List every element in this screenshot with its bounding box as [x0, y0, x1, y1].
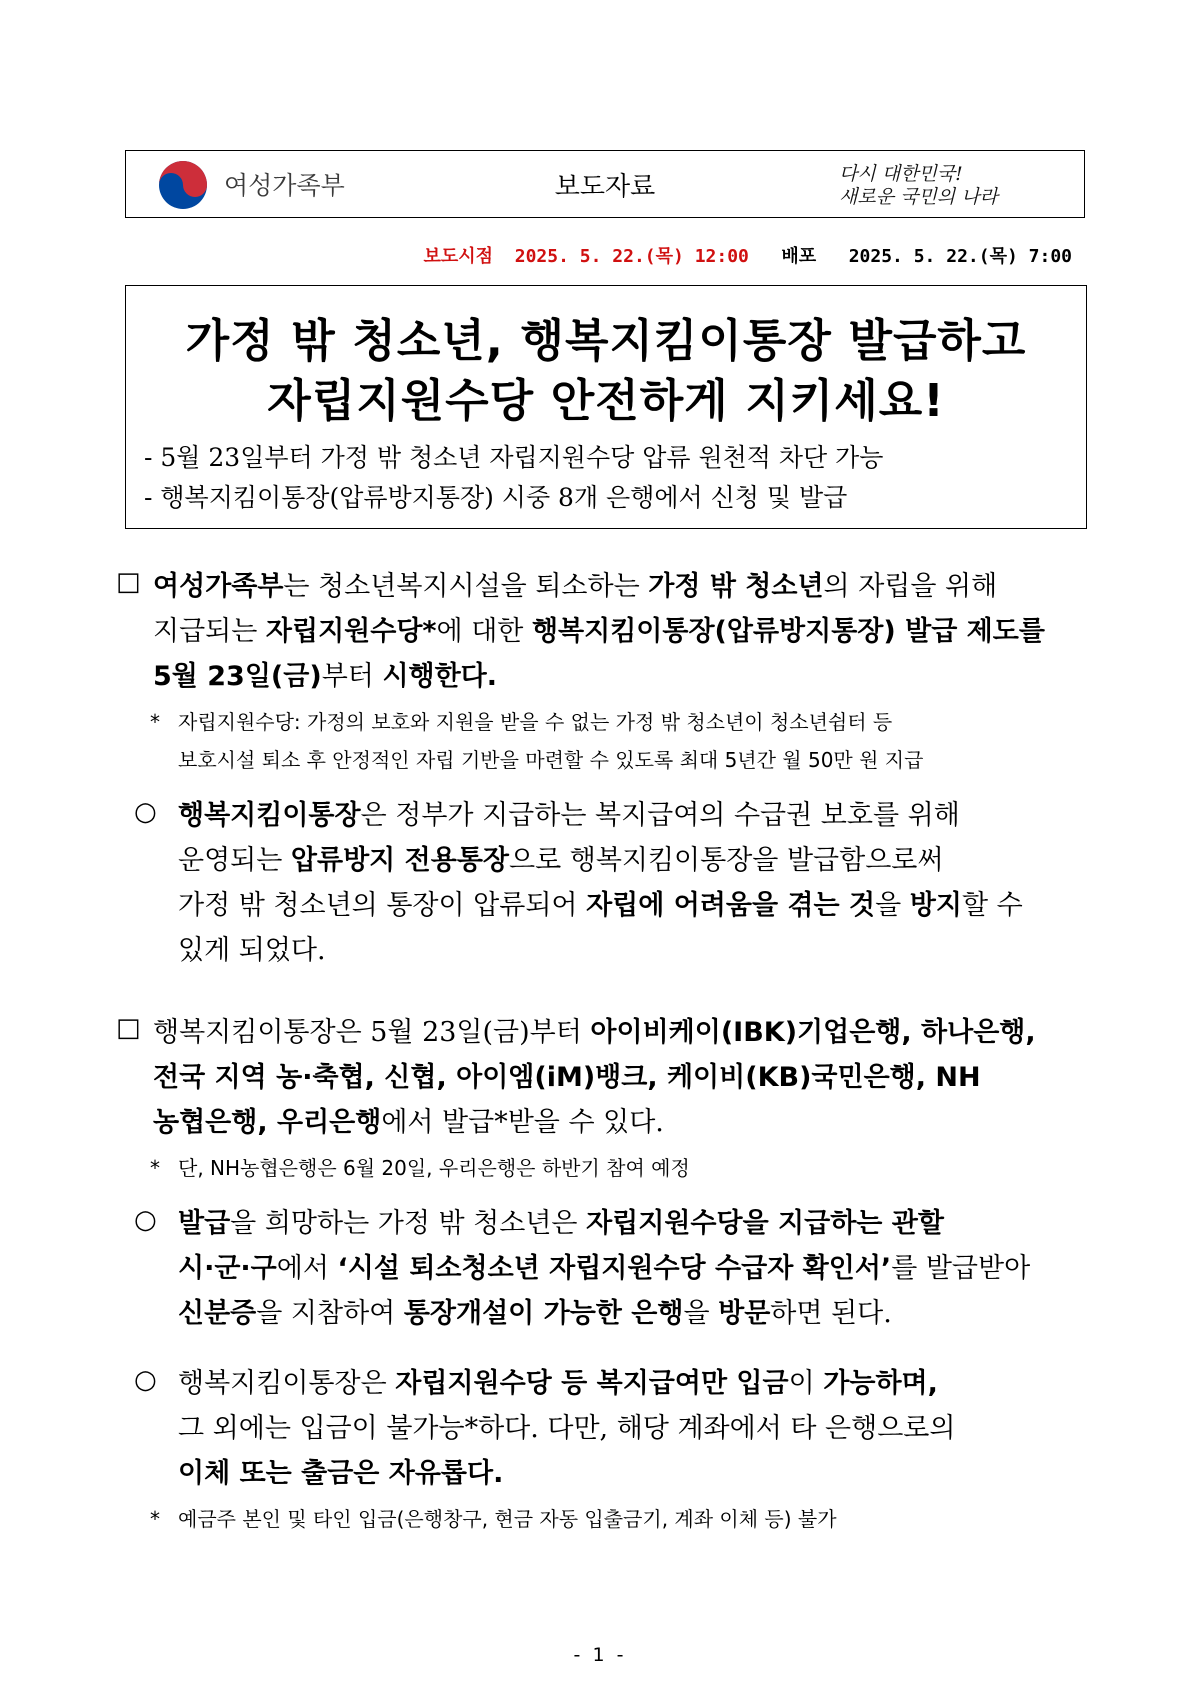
section-1-circle-bullet: ○ — [134, 797, 157, 827]
section-2-square-bullet: □ — [116, 1013, 141, 1043]
section-2-sub1-line-3: 신분증을 지참하여 통장개설이 가능한 은행을 방문하면 된다. — [178, 1298, 892, 1329]
section-1-sub-line-2: 운영되는 압류방지 전용통장으로 행복지킴이통장을 발급함으로써 — [178, 845, 944, 876]
section-1-note-line-1: 자립지원수당: 가정의 보호와 지원을 받을 수 없는 가정 밖 청소년이 청소년쉼터 등 — [178, 710, 893, 734]
section-2-sub2-line-2: 그 외에는 입금이 불가능*하다. 다만, 해당 계좌에서 타 은행으로의 — [178, 1413, 956, 1444]
ministry-name: 여성가족부 — [224, 171, 345, 200]
release-info — [424, 242, 1073, 268]
section-1-note-line-2: 보호시설 퇴소 후 안정적인 자립 기반을 마련할 수 있도록 최대 5년간 월 50만 원 지급 — [178, 748, 924, 772]
section-1-line-1: 여성가족부는 청소년복지시설을 퇴소하는 가정 밖 청소년의 자립을 위해 — [153, 571, 998, 602]
section-2-line-2: 전국 지역 농·축협, 신협, 아이엠(iM)뱅크, 케이비(KB)국민은행, NH — [153, 1062, 981, 1093]
doc-type-title: 보도자료 — [554, 172, 656, 202]
section-1-sub-line-3: 가정 밖 청소년의 통장이 압류되어 자립에 어려움을 겪는 것을 방지할 수 — [178, 890, 1023, 921]
subheadline-2: - 행복지킴이통장(압류방지통장) 시중 8개 은행에서 신청 및 발급 — [144, 483, 848, 512]
section-2-note: 단, NH농협은행은 6월 20일, 우리은행은 하반기 참여 예정 — [178, 1156, 690, 1180]
page-number: - 1 - — [573, 1644, 627, 1666]
section-1-sub-line-1: 행복지킴이통장은 정부가 지급하는 복지급여의 수급권 보호를 위해 — [178, 800, 960, 831]
headline-line-2: 자립지원수당 안전하게 지키세요! — [267, 374, 945, 427]
section-2-sub2-note-star: * — [150, 1507, 160, 1531]
headline-box — [125, 285, 1087, 529]
section-2-sub2-line-1: 행복지킴이통장은 자립지원수당 등 복지급여만 입금이 가능하며, — [178, 1368, 938, 1399]
distribution-value: 2025. 5. 22.(목) 7:00 — [848, 246, 1072, 267]
section-2-circle-bullet-1: ○ — [134, 1205, 157, 1235]
section-2-line-3: 농협은행, 우리은행에서 발급*받을 수 있다. — [153, 1107, 664, 1138]
header-box — [125, 150, 1085, 218]
section-1-line-3: 5월 23일(금)부터 시행한다. — [153, 661, 498, 692]
section-2-sub1-line-2: 시·군·구에서 ‘시설 퇴소청소년 자립지원수당 수급자 확인서’를 발급받아 — [178, 1253, 1031, 1284]
section-1-note-star: * — [150, 710, 160, 734]
section-2-sub2-line-3: 이체 또는 출금은 자유롭다. — [178, 1458, 504, 1489]
section-1-square-bullet: □ — [116, 567, 141, 597]
distribution-label: 배포 — [781, 246, 817, 267]
svg-text:새로운 국민의 나라: 새로운 국민의 나라 — [839, 186, 998, 208]
release-time-label: 보도시점 — [423, 246, 494, 267]
section-2-note-star: * — [150, 1156, 160, 1180]
section-2-sub2-note: 예금주 본인 및 타인 입금(은행창구, 현금 자동 입출금기, 계좌 이체 등) 불가 — [178, 1507, 837, 1531]
release-time-value: 2025. 5. 22.(목) 12:00 — [514, 246, 749, 267]
svg-text:다시 대한민국!: 다시 대한민국! — [839, 163, 963, 185]
headline-line-1: 가정 밖 청소년, 행복지킴이통장 발급하고 — [185, 314, 1027, 367]
section-1-line-2: 지급되는 자립지원수당*에 대한 행복지킴이통장(압류방지통장) 발급 제도를 — [153, 616, 1045, 647]
section-2-circle-bullet-2: ○ — [134, 1365, 157, 1395]
section-2-line-1: 행복지킴이통장은 5월 23일(금)부터 아이비케이(IBK)기업은행, 하나은행, — [153, 1017, 1036, 1048]
section-1-sub-line-4: 있게 되었다. — [178, 935, 326, 966]
section-2-sub1-line-1: 발급을 희망하는 가정 밖 청소년은 자립지원수당을 지급하는 관할 — [178, 1208, 944, 1239]
slogan-handwriting — [834, 159, 1044, 211]
subheadline-1: - 5월 23일부터 가정 밖 청소년 자립지원수당 압류 원천적 차단 가능 — [144, 443, 884, 472]
